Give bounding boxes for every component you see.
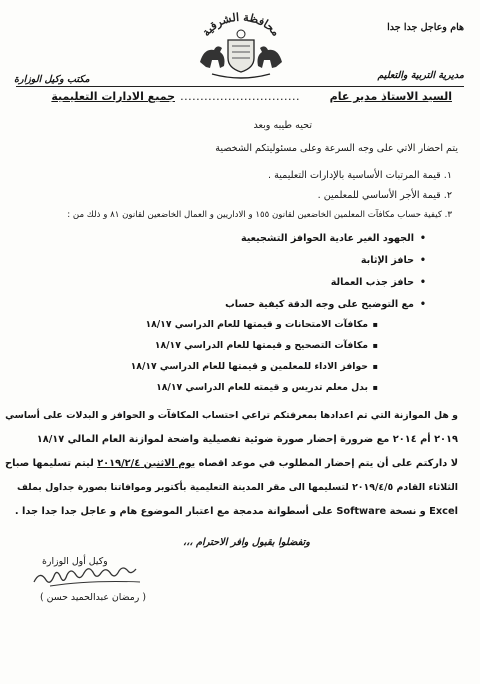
addressee-title: السيد الاستاذ مدير عام bbox=[329, 90, 452, 103]
governorate-emblem-icon bbox=[186, 4, 296, 84]
body-line-4: الثلاثاء القادم ٢٠١٩/٤/٥ لتسليمها الى مقر المدينة التعليمية بأكتوبر وموافاتنا بصورة جداول بملف bbox=[17, 482, 458, 493]
bullet-2: • حافز الإثابة bbox=[361, 255, 414, 266]
deadline-date: يوم الاثنين ٢٠١٩/٢/٤ bbox=[97, 458, 196, 469]
signatory-title: وكيل أول الوزارة bbox=[42, 556, 108, 567]
body-line-2: ٢٠١٩ أم ٢٠١٤ مع ضرورة إحضار صورة ضوئية تفصيلية واضحة لموازنة العام المالي ١٨/١٧ bbox=[36, 434, 458, 445]
item-3: ٣. كيفية حساب مكافآت المعلمين الخاضعين لقانون ١٥٥ و الاداريين و العمال الخاضعين لقانون ٨١ و ذلك من : bbox=[67, 210, 452, 220]
governorate-title: محافظة الشرقية bbox=[199, 10, 283, 39]
closing-line: وتفضلوا بقبول وافر الاحترام ،،، bbox=[183, 537, 310, 548]
signatory-name: ( رمضان عبدالحميد حسن ) bbox=[40, 592, 146, 603]
sub-bullet-2: ▪ مكافآت التصحيح و قيمتها للعام الدراسي ١٨/١٧ bbox=[155, 340, 368, 351]
bullet-1: • الجهود الغير عادية الحوافز التشجيعية bbox=[241, 233, 414, 244]
intro-line: يتم احضار الاتي على وجه السرعة وعلى مسئوليتكم الشخصية bbox=[215, 143, 458, 154]
addressee-scope: جميع الادارات التعليمية bbox=[51, 90, 175, 103]
addressee-dots: .............................. bbox=[180, 90, 300, 103]
sub-bullet-4: ▪ بدل معلم تدريس و قيمته للعام الدراسي ١٨/١٧ bbox=[156, 382, 368, 393]
item-2: ٢. قيمة الأجر الأساسي للمعلمين . bbox=[317, 190, 452, 201]
sub-bullet-3: ▪ حوافز الاداء للمعلمين و قيمتها للعام الدراسي ١٨/١٧ bbox=[131, 361, 368, 372]
bullet-4: • مع التوضيح على وجه الدقة كيفية حساب bbox=[225, 299, 414, 310]
urgency-note: هام وعاجل جدا جدا bbox=[387, 22, 464, 33]
directorate-label: مديرية التربية والتعليم bbox=[377, 70, 464, 81]
handwritten-signature-icon bbox=[30, 562, 160, 590]
office-label: مكتب وكيل الوزارة bbox=[14, 74, 90, 85]
greeting: تحيه طيبه وبعد bbox=[253, 120, 312, 131]
header-divider bbox=[16, 86, 464, 87]
body-line-3: لا داركتم على أن يتم إحضار المطلوب في موعد اقصاه يوم الاثنين ٢٠١٩/٢/٤ ليتم تسليمها صباح bbox=[5, 458, 458, 469]
body-line-1: و هل الموازنة التي تم اعدادها بمعرفتكم تراعي احتساب المكافآت و الحوافز و البدلات على أساسي bbox=[5, 410, 458, 421]
bullet-3: • حافز جذب العمالة bbox=[331, 277, 414, 288]
sub-bullet-1: ▪ مكافآت الامتحانات و قيمتها للعام الدراسي ١٨/١٧ bbox=[145, 319, 368, 330]
item-1: ١. قيمة المرتبات الأساسية بالإدارات التعليمية . bbox=[268, 170, 452, 181]
body-line-5: Excel و نسخة Software على أسطوانة مدمجة مع اعتبار الموضوع هام و عاجل جدا جدا جدا . bbox=[14, 506, 458, 517]
